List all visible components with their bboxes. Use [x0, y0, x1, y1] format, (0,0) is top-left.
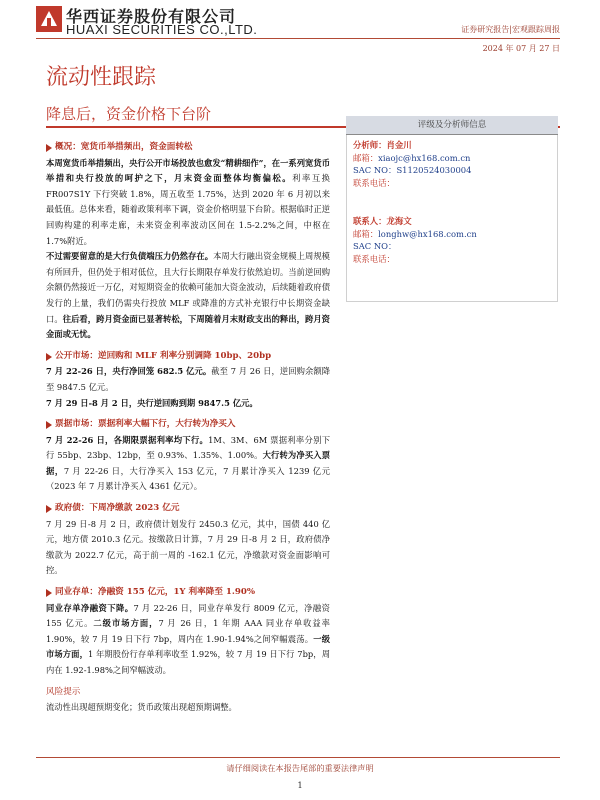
section-paragraph [46, 249, 330, 343]
analyst-panel-body [346, 135, 558, 302]
company-name-en: HUAXI SECURITIES CO.,LTD. [66, 22, 258, 37]
bold-text: 不过需要留意的是大行负债端压力仍然存在。 [46, 251, 214, 262]
bold-text: 7 月 29 日-8 月 2 日，央行逆回购到期 9847.5 亿元。 [46, 397, 258, 408]
contact-name: 龙海文 [386, 216, 412, 226]
section-heading-text: 政府债：下周净缴款 2023 亿元 [55, 503, 180, 514]
analyst-block [353, 139, 551, 189]
bold-text: 往后看，跨月资金面已显著转松，下周随着月末财政支出的释出，跨月资金面或无忧。 [46, 313, 330, 340]
sections-container [46, 140, 330, 679]
section-heading-text: 概况：宽货币举措频出，资金面转松 [55, 142, 193, 152]
header-divider [36, 38, 560, 39]
analyst-panel [346, 116, 558, 302]
section-paragraph [46, 364, 330, 395]
section-paragraph [46, 396, 330, 412]
section-paragraph [46, 433, 330, 495]
analyst-panel-title: 评级及分析师信息 [346, 116, 558, 135]
bold-text: 大行转为净买入票据， [46, 450, 330, 476]
page-subtitle: 降息后，资金价格下台阶 [46, 105, 212, 123]
sac-label: SAC NO： [353, 241, 397, 251]
contact-email-link[interactable]: longhw@hx168.com.cn [378, 228, 477, 239]
triangle-bullet-icon [46, 505, 52, 513]
section-heading [46, 417, 330, 433]
body-text: 截至 7 月 26 日，逆回购余额降至 9847.5 亿元。 [46, 366, 330, 392]
analyst-email-link[interactable]: xiaojc@hx168.com.cn [378, 152, 471, 163]
page-number: 1 [297, 781, 303, 790]
bold-text: 本周宽货币举措频出，央行公开市场投放也愈发“精耕细作”，在一系列宽货币举措和央行投放的呵护之下，月末资金面整体均衡偏松。 [46, 157, 330, 184]
bold-text: 同业存单净融资下降。 [46, 602, 134, 613]
section-heading [46, 501, 330, 517]
section-heading-text: 票据市场：票据利率大幅下行，大行转为净买入 [55, 419, 236, 430]
phone-label: 联系电话： [353, 177, 395, 188]
company-name-cn: 华西证券股份有限公司 [66, 7, 237, 26]
analyst-role-label: 分析师： [353, 140, 387, 150]
risk-text: 流动性出现超预期变化；货币政策出现超预期调整。 [46, 702, 237, 713]
body-text: 本周大行融出资金规模上周规模有所回升，但仍处于相对低位，且大行长期限存单发行依然迫切。当前逆回购余额仍然接近一万亿，对短期资金的依赖可能加大资金波动，后续随着政府债发行的上量，我们仍需央行投放 MLF 或降准的方式补充银行中长期资金缺口。 [46, 251, 330, 324]
triangle-bullet-icon [46, 353, 52, 361]
body-text: 7 月 26 日，1 年期 AAA 同业存单收益率 1.90%，较 7 月 19 日下行 7bp，周内在 1.90-1.94%之间窄幅震荡。 [46, 618, 330, 644]
bold-text: 7 月 22-26 日，各期限票据利率均下行。 [46, 434, 209, 445]
analyst-name: 肖金川 [386, 140, 412, 150]
body-text: 1 年期股份行存单利率收至 1.92%，较 7 月 19 日下行 7bp，周内在 1.92-1.98%之间窄幅波动。 [46, 649, 330, 675]
email-label: 邮箱： [353, 152, 379, 163]
risk-heading: 风险提示 [46, 686, 81, 697]
body-text: 7 月 22-26 日，同业存单发行 8009 亿元，净融资 155 亿元。 [46, 602, 330, 629]
section-heading [46, 585, 330, 601]
report-date: 2024 年 07 月 27 日 [482, 44, 560, 53]
legal-notice: 请仔细阅读在本报告尾部的重要法律声明 [226, 763, 374, 773]
bold-text: 7 月 22-26 日，央行净回笼 682.5 亿元。 [46, 366, 212, 377]
section-heading-text: 同业存单：净融资 155 亿元，1Y 利率降至 1.90% [55, 587, 256, 598]
triangle-bullet-icon [46, 589, 52, 597]
bold-text: 二级市场方面， [93, 618, 159, 629]
sac-label: SAC NO： [353, 165, 397, 175]
body-text: 7 月 29 日-8 月 2 日，政府债计划发行 2450.3 亿元，其中，国债 440 亿元，地方债 2010.3 亿元。按缴款日计算，7 月 29 日-8 月 2 日，政府债净缴款为 2022.7 亿元，高于前一周的 -162.1 亿元，净缴款对资金面影响可控。 [46, 518, 330, 576]
report-type: 证券研究报告|宏观跟踪周报 [461, 25, 560, 34]
phone-label: 联系电话： [353, 253, 395, 264]
report-body [46, 140, 330, 716]
email-label: 邮箱： [353, 228, 379, 239]
contact-block [353, 215, 551, 265]
triangle-bullet-icon [46, 144, 52, 152]
footer-divider [36, 757, 560, 758]
section-heading [46, 349, 330, 365]
triangle-bullet-icon [46, 421, 52, 429]
company-logo [36, 6, 62, 32]
bold-text: 一级市场方面， [46, 633, 330, 660]
section-paragraph [46, 156, 330, 250]
body-text: 1M、3M、6M 票据利率分别下行 55bp、23bp、12bp，至 0.93%、1.35%、1.00%。 [46, 434, 330, 461]
contact-role-label: 联系人： [353, 216, 387, 226]
section-heading [46, 140, 330, 156]
section-paragraph [46, 601, 330, 679]
page-title: 流动性跟踪 [46, 65, 157, 90]
analyst-sac-no: S1120524030004 [396, 165, 472, 175]
body-text: 7 月 22-26 日，大行净买入 153 亿元，7 月累计净买入 1239 亿元（2023 年 7 月累计净买入 4361 亿元）。 [46, 465, 330, 492]
section-paragraph [46, 517, 330, 579]
body-text: 利率互换 FR007S1Y 下行突破 1.8%，周五收至 1.75%，达到 2020 年 6 月初以来最低值。总体来看，随着政策利率下调，资金价格明显下台阶。根据临时正逆回购构建的利率走廊，未来资金利率波动区间在 1.5-2.2%之间，中枢在 1.7%附近。 [46, 173, 330, 246]
section-heading-text: 公开市场：逆回购和 MLF 利率分别调降 10bp、20bp [55, 350, 272, 361]
